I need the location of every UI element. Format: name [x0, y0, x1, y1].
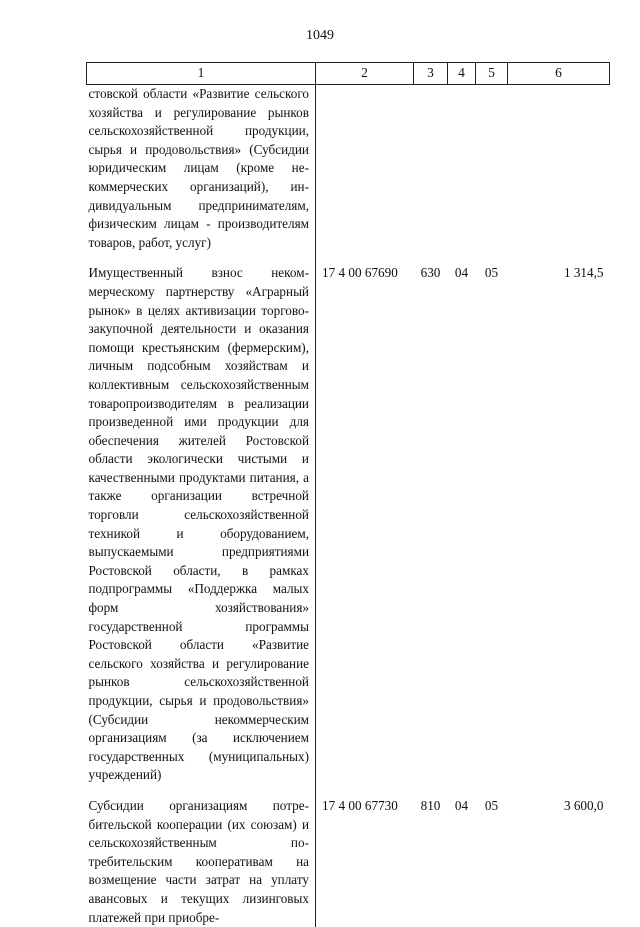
row-name: стовской области «Развитие сельского хозяйства и регулирование рынков сельскохозяйственной продукции, сырья и продовольствия» (Субсидии юридическим лицам (кроме некоммерческих организаций), индивидуальным предпринимателям, физическим лицам - производителям товаров, работ, услуг) [87, 85, 316, 253]
row-sum [508, 85, 610, 253]
row-name: Имущественный взнос некоммерческому партнерству «Аграрный рынок» в целях активизации торгово-закупочной деятельности и оказания помощи крестьянским (фермерским), личным подсобным хозяйствам и коллективным сельскохозяйственным товаропроизводителям в реализации произведенной ими продукции для обеспечения жителей Ростовской области экологически чистыми и качественными продуктами питания, а также организации встречной торговли сельскохозяйственной техникой и оборудованием, выпускаемыми предприятиями Ростовской области, в рамках подпрограммы «Поддержка малых форм хозяйствования» государственной программы Ростовской области «Развитие сельского хозяйства и регулирование рынков сельскохозяйственной продукции, сырья и продовольствия» (Субсидии некоммерческим организациям (за исключением государственных (муниципальных) учреждений) [87, 264, 316, 785]
row-csr-code: 17 4 00 67690 [322, 265, 398, 281]
header-col-3: 3 [414, 63, 448, 85]
row-vr-code: 810 [420, 797, 441, 813]
header-col-5: 5 [476, 63, 508, 85]
row-sum: 3 600,0 [563, 797, 604, 813]
row-csr-code: 17 4 00 67730 [322, 797, 398, 813]
row-spacer [87, 252, 610, 264]
row-name: Субсидии организациям потребительской кооперации (их союзам) и сельскохозяйственным потребительским кооперативам на возмещение части затрат на уплату авансовых и текущих лизинговых платежей при приобре- [87, 797, 316, 927]
table-row [87, 264, 610, 785]
header-col-2: 2 [316, 63, 414, 85]
row-csr-code [316, 85, 414, 253]
budget-table [86, 62, 610, 927]
table-row [87, 85, 610, 253]
header-col-1: 1 [87, 63, 316, 85]
header-col-4: 4 [448, 63, 476, 85]
row-section: 04 [454, 797, 469, 813]
row-section [448, 85, 476, 253]
row-subsection: 05 [484, 265, 499, 281]
row-subsection: 05 [484, 797, 499, 813]
row-sum: 1 314,5 [563, 265, 604, 281]
header-col-6: 6 [508, 63, 610, 85]
row-vr-code [414, 85, 448, 253]
row-spacer [87, 785, 610, 797]
table-row [87, 797, 610, 927]
row-subsection [476, 85, 508, 253]
page-number: 1049 [306, 28, 334, 43]
header-row [87, 63, 610, 85]
row-section: 04 [454, 265, 469, 281]
row-vr-code: 630 [420, 265, 441, 281]
